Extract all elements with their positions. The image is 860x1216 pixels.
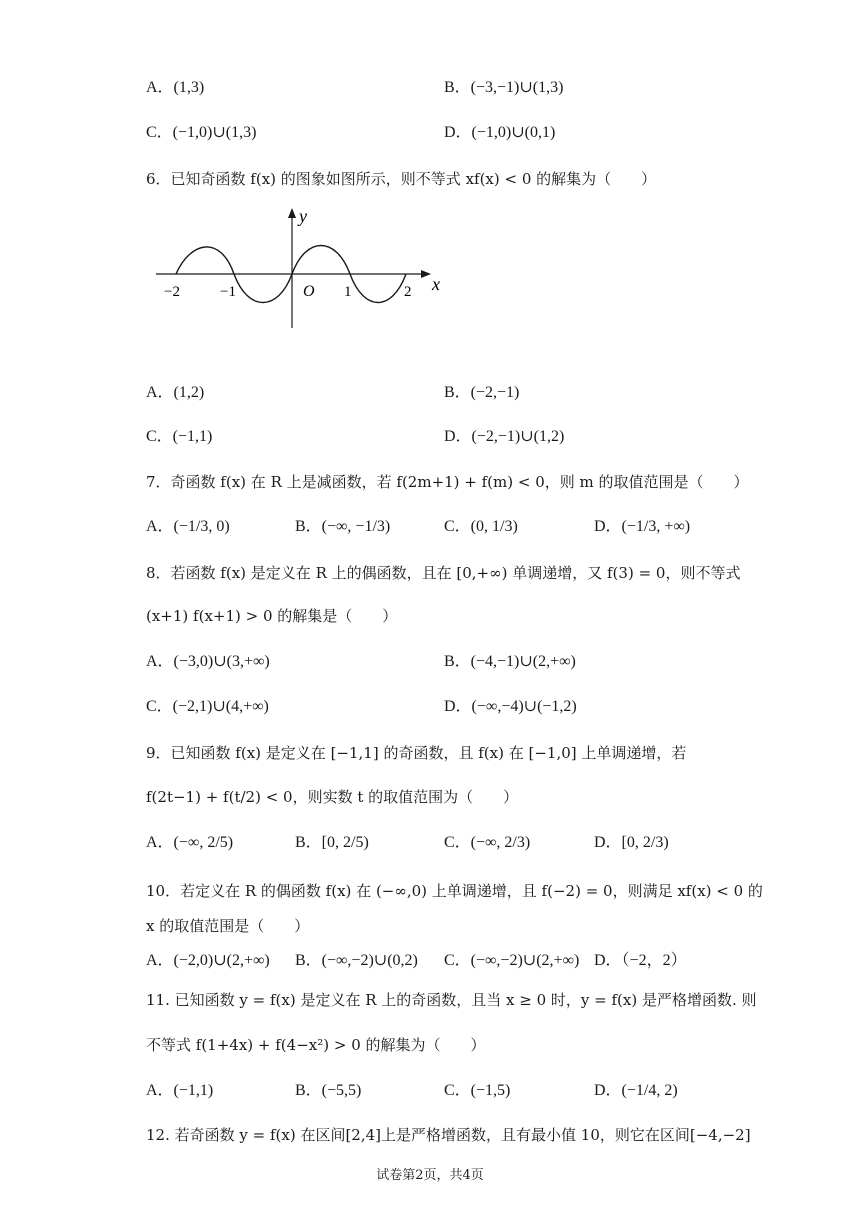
graph-tick-2: 2 <box>404 284 412 300</box>
q6-option-b: B．(−2,−1) <box>444 384 520 401</box>
q10-stem-line1: 10．若定义在 R 的偶函数 f(x) 在 (−∞,0) 上单调递增，且 f(−2) = 0，则满足 xf(x) < 0 的 <box>146 882 763 900</box>
q9-stem-line1: 9．已知函数 f(x) 是定义在 [−1,1] 的奇函数，且 f(x) 在 [−1,0] 上单调递增，若 <box>146 744 687 762</box>
q5-option-a: A．(1,3) <box>146 79 205 96</box>
q7-option-d: D．(−1/3, +∞) <box>594 518 691 535</box>
q9-option-b: B．[0, 2/5) <box>295 834 369 851</box>
q6-stem: 6．已知奇函数 f(x) 的图象如图所示，则不等式 xf(x) < 0 的解集为（ ） <box>146 170 657 188</box>
q6-option-a: A．(1,2) <box>146 384 205 401</box>
graph-tick-neg1: −1 <box>220 284 236 300</box>
graph-x-label: x <box>432 274 440 294</box>
graph-origin-label: O <box>303 283 315 300</box>
q11-option-a: A．(−1,1) <box>146 1082 214 1099</box>
q10-stem-line2: x 的取值范围是（ ） <box>146 917 310 935</box>
q11-option-c: C．(−1,5) <box>444 1082 511 1099</box>
q8-option-a: A．(−3,0)∪(3,+∞) <box>146 653 270 670</box>
q11-option-d: D．(−1/4, 2) <box>594 1082 678 1099</box>
q10-option-c: C．(−∞,−2)∪(2,+∞) <box>444 952 580 969</box>
q11-option-b: B．(−5,5) <box>295 1082 362 1099</box>
q5-option-d: D．(−1,0)∪(0,1) <box>444 124 556 141</box>
q6-option-d: D．(−2,−1)∪(1,2) <box>444 428 565 445</box>
q7-option-a: A．(−1/3, 0) <box>146 518 230 535</box>
q9-stem-line2: f(2t−1) + f(t/2) < 0，则实数 t 的取值范围为（ ） <box>146 788 519 806</box>
q10-option-b: B．(−∞,−2)∪(0,2) <box>295 952 418 969</box>
q8-option-c: C．(−2,1)∪(4,+∞) <box>146 698 269 715</box>
q9-option-c: C．(−∞, 2/3) <box>444 834 531 851</box>
q6-function-graph <box>150 200 450 335</box>
q11-stem-line1: 11. 已知函数 y = f(x) 是定义在 R 上的奇函数，且当 x ≥ 0 时，y = f(x) 是严格增函数. 则 <box>146 991 757 1009</box>
q11-stem-line2: 不等式 f(1+4x) + f(4−x²) > 0 的解集为（ ） <box>146 1036 486 1054</box>
q7-stem: 7．奇函数 f(x) 在 R 上是减函数，若 f(2m+1) + f(m) < 0，则 m 的取值范围是（ ） <box>146 473 749 491</box>
q5-option-c: C．(−1,0)∪(1,3) <box>146 124 257 141</box>
q9-option-a: A．(−∞, 2/5) <box>146 834 234 851</box>
q10-option-a: A．(−2,0)∪(2,+∞) <box>146 952 270 969</box>
q8-stem-line2: (x+1) f(x+1) > 0 的解集是（ ） <box>146 607 398 625</box>
graph-tick-1: 1 <box>344 284 352 300</box>
q9-option-d: D．[0, 2/3) <box>594 834 669 851</box>
q8-option-b: B．(−4,−1)∪(2,+∞) <box>444 653 576 670</box>
q7-option-b: B．(−∞, −1/3) <box>295 518 391 535</box>
q5-option-b: B．(−3,−1)∪(1,3) <box>444 79 564 96</box>
q8-stem-line1: 8．若函数 f(x) 是定义在 R 上的偶函数，且在 [0,+∞) 单调递增，又 f(3) = 0，则不等式 <box>146 564 741 582</box>
graph-y-label: y <box>299 206 307 226</box>
q8-option-d: D．(−∞,−4)∪(−1,2) <box>444 698 577 715</box>
graph-tick-neg2: −2 <box>164 284 180 300</box>
page-footer: 试卷第2页，共4页 <box>376 1168 484 1183</box>
q6-option-c: C．(−1,1) <box>146 428 213 445</box>
q7-option-c: C．(0, 1/3) <box>444 518 518 535</box>
q12-stem-line1: 12. 若奇函数 y = f(x) 在区间[2,4]上是严格增函数，且有最小值 10，则它在区间[−4,−2] <box>146 1126 751 1144</box>
q10-option-d: D．（−2，2） <box>594 952 687 969</box>
